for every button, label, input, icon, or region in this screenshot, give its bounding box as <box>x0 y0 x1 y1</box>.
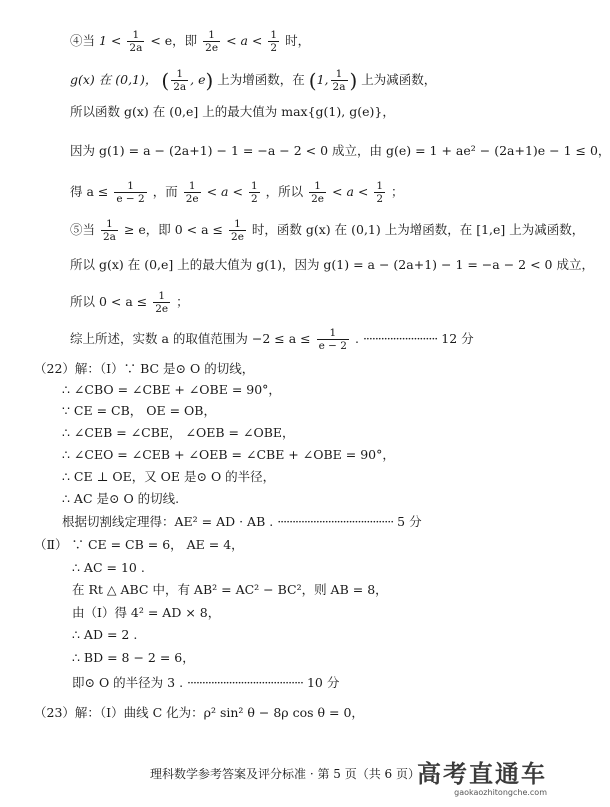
text-line-6: ⑤当 $\frac{1}{2a}$ ≥ e，即 0 < a ≤ $\frac{1}{2e}$ 时，函数 g(x) 在 (0,1) 上为增函数，在 [1,e] 上为减函数， <box>70 218 585 243</box>
line2-c: 上为增函数，在 <box>217 72 305 87</box>
text-line-3: 所以函数 g(x) 在 (0,e] 上的最大值为 max{g(1), g(e)}， <box>70 104 395 119</box>
score-label: 5 分 <box>397 514 422 529</box>
fraction: $\frac{1}{2a}$ <box>129 29 143 54</box>
fraction: $\frac{1}{2a}$ <box>103 218 116 243</box>
text-line-19: ∴ AC = 10 . <box>72 560 145 575</box>
fraction: $\frac{1}{2}$ <box>250 180 258 205</box>
line2-a: g(x) 在 (0,1)， <box>70 72 158 87</box>
text-line-16: ∴ AC 是⊙ O 的切线. <box>62 491 180 506</box>
fraction: $\frac{1}{e - 2}$ <box>116 180 145 205</box>
text-line-7: 所以 g(x) 在 (0,e] 上的最大值为 g(1)，因为 g(1) = a − (2a+1) − 1 = −a − 2 < 0 成立， <box>70 257 594 272</box>
text-line-25: （23）解：（Ⅰ）曲线 C 化为：ρ² sin² θ − 8ρ cos θ = 0， <box>34 705 364 720</box>
fraction: $\frac{1}{2e}$ <box>311 180 325 205</box>
text-line-13: ∴ ∠CEB = ∠CBE， ∠OEB = ∠OBE， <box>62 425 295 440</box>
line2-d: 1, <box>316 72 329 87</box>
text-line-2: g(x) 在 (0,1)， ( $\frac{1}{2a}$ , e) 上为增函数，在 (1, $\frac{1}{2a}$ ) 上为减函数， <box>70 68 437 93</box>
text-line-20: 在 Rt △ ABC 中，有 AB² = AC² − BC²，则 AB = 8， <box>72 582 388 597</box>
text-line-11: ∴ ∠CBO = ∠CBE + ∠OBE = 90°， <box>62 382 281 397</box>
line1-d: < a < <box>226 33 263 48</box>
text-line-21: 由（Ⅰ）得 4² = AD × 8， <box>72 605 221 620</box>
watermark-logo <box>407 760 547 804</box>
text-line-18: （Ⅱ） ∵ CE = CB = 6， AE = 4， <box>34 537 244 552</box>
text-line-12: ∵ CE = CB， OE = OB， <box>62 403 216 418</box>
line2-b: , e <box>190 72 206 87</box>
text-line-14: ∴ ∠CEO = ∠CEB + ∠OEB = ∠CBE + ∠OBE = 90°， <box>62 447 395 462</box>
fraction: $\frac{1}{2e}$ <box>155 290 169 315</box>
score-leader-dots: ······································· <box>187 675 303 690</box>
score-leader-dots: ······································· <box>277 514 394 529</box>
line1-b: 1 < <box>99 33 122 48</box>
text-line-22: ∴ AD = 2 . <box>72 627 138 642</box>
score-label: 12 分 <box>441 331 474 346</box>
watermark-url: gaokaozhitongche.com <box>454 788 547 797</box>
line1-a: ④当 <box>70 33 96 48</box>
fraction: $\frac{1}{2}$ <box>376 180 384 205</box>
fraction: $\frac{1}{2e}$ <box>185 180 199 205</box>
text-line-9: 综上所述，实数 a 的取值范围为 −2 ≤ a ≤ $\frac{1}{e - 2}$ . ························· 12 分 <box>70 327 474 352</box>
text-line-1 <box>70 29 310 54</box>
fraction: $\frac{1}{2a}$ <box>173 68 187 93</box>
text-line-5: 得 a ≤ $\frac{1}{e - 2}$ ，而 $\frac{1}{2e}$ < a < $\frac{1}{2}$ ，所以 $\frac{1}{2e}$ < a < $\frac{1}{2}$ ； <box>70 180 404 205</box>
page-footer: 理科数学参考答案及评分标准 · 第 5 页（共 6 页） <box>150 767 420 781</box>
text-line-23: ∴ BD = 8 − 2 = 6， <box>72 650 195 665</box>
line1-c: < e，即 <box>150 33 198 48</box>
fraction: $\frac{1}{2e}$ <box>205 29 219 54</box>
watermark-title: 高考直通车 <box>417 760 547 788</box>
fraction: $\frac{1}{2e}$ <box>231 218 244 243</box>
line2-e: 上为减函数， <box>361 72 437 87</box>
text-line-10: （22）解：（Ⅰ）∵ BC 是⊙ O 的切线， <box>34 361 255 376</box>
text-line-4: 因为 g(1) = a − (2a+1) − 1 = −a − 2 < 0 成立，由 g(e) = 1 + ae² − (2a+1)e − 1 ≤ 0， <box>70 143 610 158</box>
text-line-15: ∴ CE ⊥ OE，又 OE 是⊙ O 的半径， <box>62 469 276 484</box>
text-line-8: 所以 0 < a ≤ $\frac{1}{2e}$ ； <box>70 290 189 315</box>
text-line-24: 即⊙ O 的半径为 3 . ······································· 10 分 <box>72 675 340 690</box>
fraction: $\frac{1}{2}$ <box>270 29 278 54</box>
line1-e: 时， <box>285 33 311 48</box>
text-line-17: 根据切割线定理得：AE² = AD · AB . ······································· 5 分 <box>62 514 422 529</box>
score-leader-dots: ························· <box>362 331 438 346</box>
fraction: $\frac{1}{2a}$ <box>332 68 346 93</box>
score-label: 10 分 <box>306 675 340 690</box>
fraction: $\frac{1}{e - 2}$ <box>318 327 347 352</box>
